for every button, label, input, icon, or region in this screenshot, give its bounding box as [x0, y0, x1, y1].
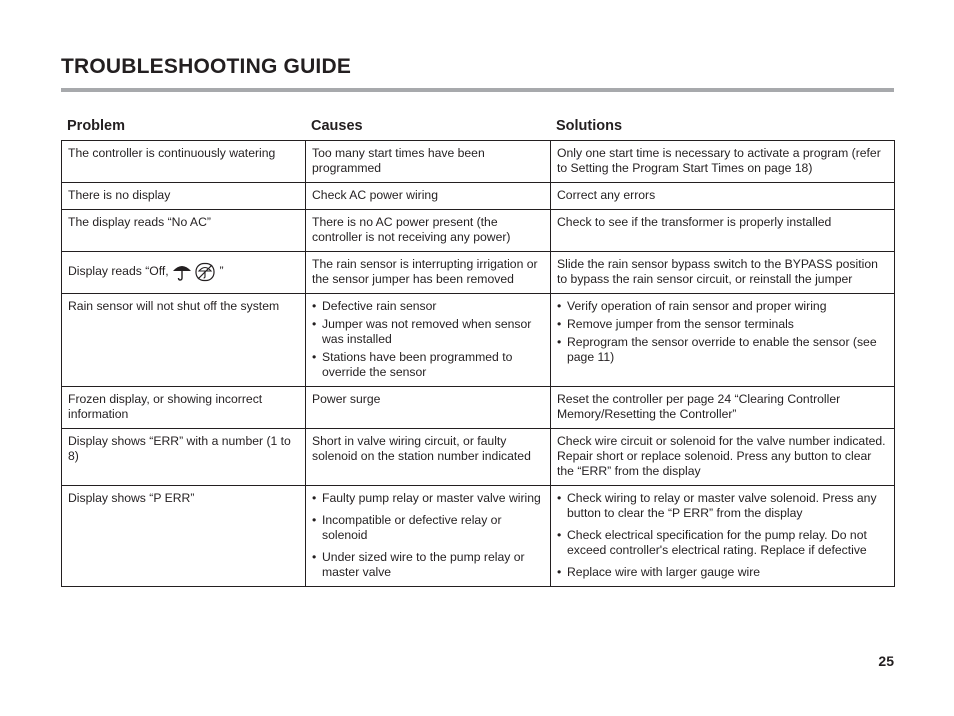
- solutions-cell: Slide the rain sensor bypass switch to the BYPASS position to bypass the rain sensor circuit, or reinstall the jumper: [551, 252, 895, 294]
- table-header-row: [61, 118, 894, 138]
- umbrella-icon: [172, 263, 192, 281]
- causes-list: [312, 299, 544, 380]
- list-item: • Faulty pump relay or master valve wiring: [312, 491, 544, 506]
- header-causes: Causes: [311, 118, 363, 134]
- solutions-cell: Correct any errors: [551, 183, 895, 210]
- problem-cell: Display shows “ERR” with a number (1 to 8): [62, 429, 306, 486]
- list-item: • Stations have been programmed to override the sensor: [312, 350, 544, 380]
- causes-cell: [306, 294, 551, 387]
- problem-cell: The display reads “No AC”: [62, 210, 306, 252]
- problem-cell: Frozen display, or showing incorrect information: [62, 387, 306, 429]
- rain-sensor-icon: [194, 262, 216, 282]
- causes-cell: There is no AC power present (the controller is not receiving any power): [306, 210, 551, 252]
- table-row: [62, 387, 895, 429]
- table-row: [62, 429, 895, 486]
- solutions-cell: Check wire circuit or solenoid for the valve number indicated. Repair short or replace solenoid. Press any button to clear the “ERR” from the display: [551, 429, 895, 486]
- problem-cell: [62, 252, 306, 294]
- page-number: 25: [878, 653, 894, 669]
- problem-cell: There is no display: [62, 183, 306, 210]
- causes-cell: Short in valve wiring circuit, or faulty solenoid on the station number indicated: [306, 429, 551, 486]
- solutions-cell: Reset the controller per page 24 “Clearing Controller Memory/Resetting the Controller”: [551, 387, 895, 429]
- list-item: • Jumper was not removed when sensor was installed: [312, 317, 544, 347]
- list-item: • Defective rain sensor: [312, 299, 544, 314]
- table-row: [62, 183, 895, 210]
- list-item: • Replace wire with larger gauge wire: [557, 565, 888, 580]
- causes-cell: Power surge: [306, 387, 551, 429]
- table-row: [62, 141, 895, 183]
- title-rule: [61, 88, 894, 92]
- list-item: • Verify operation of rain sensor and proper wiring: [557, 299, 888, 314]
- solutions-cell: [551, 486, 895, 587]
- solutions-cell: [551, 294, 895, 387]
- list-item: • Reprogram the sensor override to enable the sensor (see page 11): [557, 335, 888, 365]
- problem-cell: Display shows “P ERR”: [62, 486, 306, 587]
- list-item: • Remove jumper from the sensor terminals: [557, 317, 888, 332]
- table-row: [62, 294, 895, 387]
- solutions-cell: Only one start time is necessary to activate a program (refer to Setting the Program Start Times on page 18): [551, 141, 895, 183]
- problem-cell: The controller is continuously watering: [62, 141, 306, 183]
- header-solutions: Solutions: [556, 118, 623, 134]
- causes-list: [312, 491, 544, 580]
- causes-cell: [306, 486, 551, 587]
- list-item: • Under sized wire to the pump relay or master valve: [312, 550, 544, 580]
- table-row: [62, 252, 895, 294]
- solutions-list: [557, 491, 888, 580]
- table-row: [62, 210, 895, 252]
- causes-cell: Check AC power wiring: [306, 183, 551, 210]
- problem-suffix: ”: [216, 264, 224, 279]
- solutions-cell: Check to see if the transformer is properly installed: [551, 210, 895, 252]
- solutions-list: [557, 299, 888, 365]
- problem-prefix: Display reads “Off,: [68, 264, 173, 279]
- troubleshooting-table: [61, 140, 895, 587]
- causes-cell: The rain sensor is interrupting irrigation or the sensor jumper has been removed: [306, 252, 551, 294]
- page-title: TROUBLESHOOTING GUIDE: [61, 55, 352, 78]
- list-item: • Check wiring to relay or master valve solenoid. Press any button to clear the “P ERR” from the display: [557, 491, 888, 521]
- list-item: • Incompatible or defective relay or solenoid: [312, 513, 544, 543]
- problem-cell: Rain sensor will not shut off the system: [62, 294, 306, 387]
- list-item: • Check electrical specification for the pump relay. Do not exceed controller's electrical rating. Replace if defective: [557, 528, 888, 558]
- table-row: [62, 486, 895, 587]
- header-problem: Problem: [67, 118, 126, 134]
- causes-cell: Too many start times have been programmed: [306, 141, 551, 183]
